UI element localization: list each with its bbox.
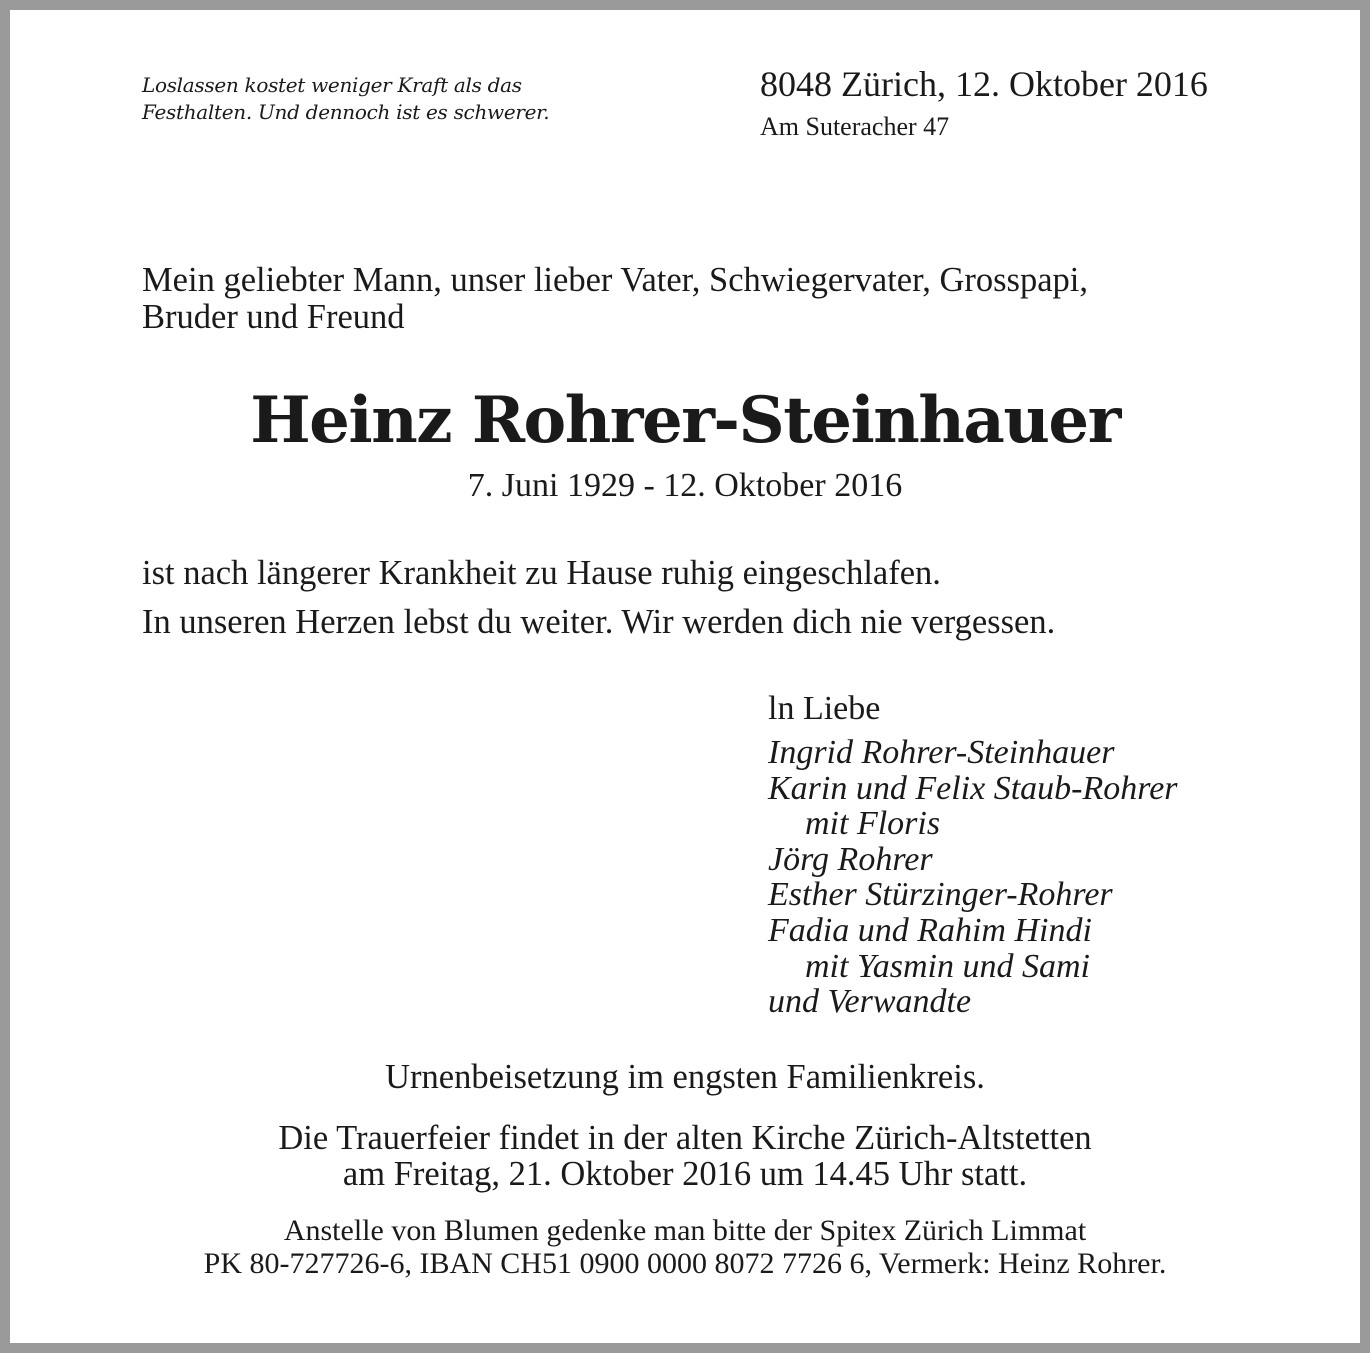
- donation-line-2: PK 80-727726-6, IBAN CH51 0900 0000 8072 7726 6, Vermerk: Heinz Rohrer.: [203, 1247, 1167, 1280]
- motto-line-1: Loslassen kostet weniger Kraft als das: [142, 73, 522, 97]
- ceremony-line-2: am Freitag, 21. Oktober 2016 um 14.45 Uhr statt.: [342, 1155, 1028, 1193]
- deceased-name: Heinz Rohrer-Steinhauer: [250, 383, 1120, 458]
- intro-line-2: Bruder und Freund: [142, 298, 405, 336]
- body-line-2: In unseren Herzen lebst du weiter. Wir werden dich nie vergessen.: [142, 603, 1056, 641]
- life-dates: 7. Juni 1929 - 12. Oktober 2016: [467, 467, 903, 504]
- body-line-1: ist nach längerer Krankheit zu Hause ruhig eingeschlafen.: [142, 554, 941, 592]
- mourner-item: und Verwandte: [768, 983, 972, 1021]
- ceremony-line-1: Die Trauerfeier findet in der alten Kirche Zürich-Altstetten: [278, 1119, 1092, 1157]
- intro-text: [142, 262, 1088, 336]
- mourner-item: Jörg Rohrer: [768, 840, 933, 878]
- address: Am Suteracher 47: [760, 112, 950, 141]
- burial-notice: Urnenbeisetzung im engsten Familienkreis.: [385, 1058, 985, 1096]
- donation-line-1: Anstelle von Blumen gedenke man bitte der Spitex Zürich Limmat: [283, 1214, 1087, 1247]
- mourner-item: Karin und Felix Staub-Rohrer: [768, 769, 1178, 807]
- mourner-item: mit Yasmin und Sami: [805, 947, 1090, 985]
- place-date: 8048 Zürich, 12. Oktober 2016: [760, 64, 1208, 104]
- intro-line-1: Mein geliebter Mann, unser lieber Vater, Schwiegervater, Grosspapi,: [142, 261, 1089, 299]
- mourner-item: Ingrid Rohrer-Steinhauer: [768, 734, 1115, 771]
- motto-quote: [142, 72, 549, 126]
- mourners-list: [768, 735, 1178, 1020]
- motto-line-2: Festhalten. Und dennoch ist es schwerer.: [142, 100, 550, 124]
- mourner-item: Fadia und Rahim Hindi: [768, 911, 1092, 949]
- mourner-item: mit Floris: [805, 805, 941, 843]
- signature-greeting: ln Liebe: [768, 690, 881, 727]
- mourner-item: Esther Stürzinger-Rohrer: [768, 876, 1113, 914]
